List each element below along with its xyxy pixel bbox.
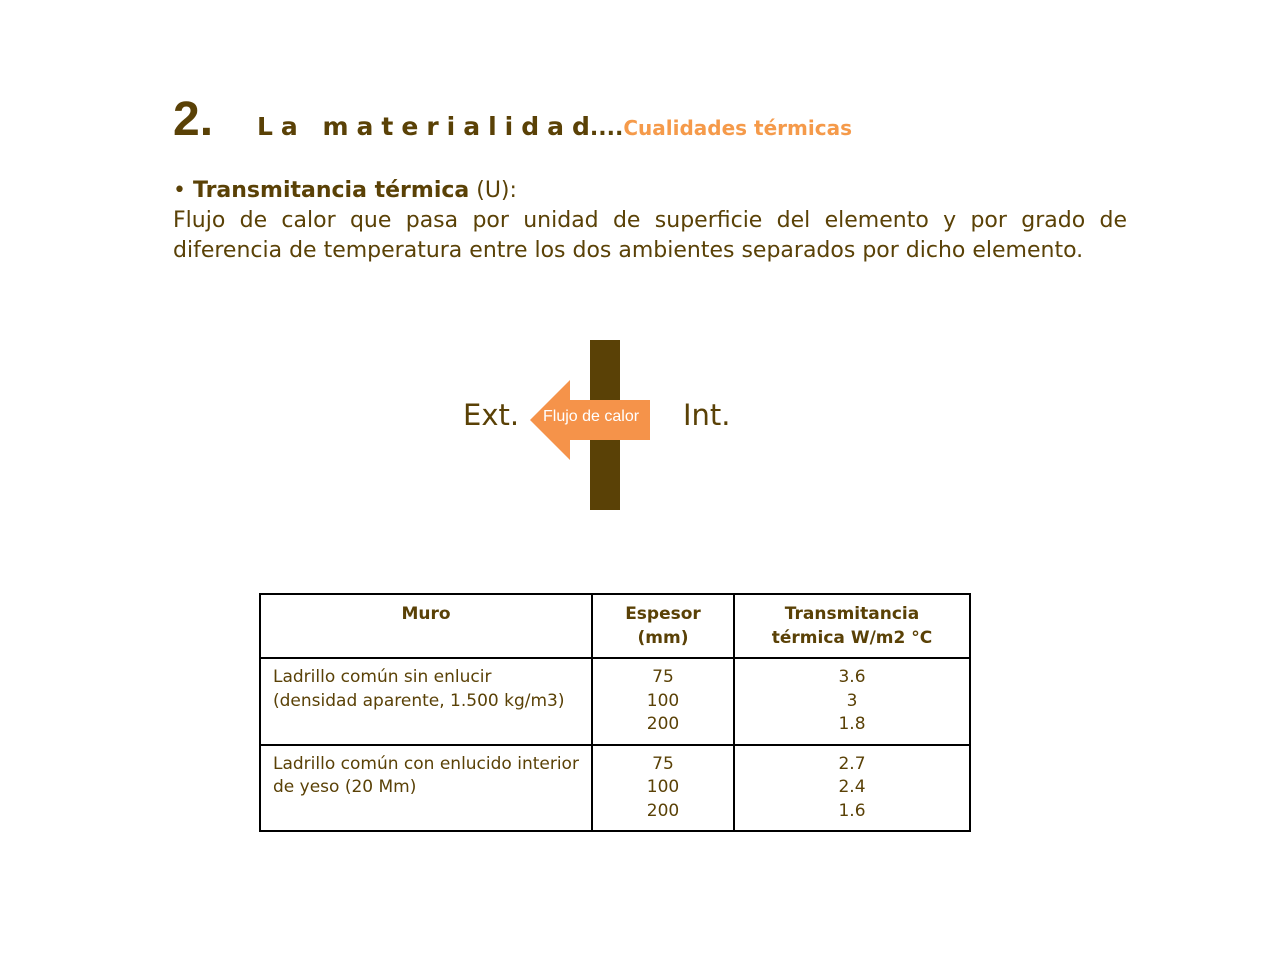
slide-title xyxy=(173,92,852,147)
espesor-value: 75 xyxy=(652,667,674,687)
cell-espesor xyxy=(592,658,734,745)
table-row xyxy=(260,745,970,832)
cell-transmitancia xyxy=(734,658,970,745)
cell-muro: Ladrillo común con enlucido interior de yeso (20 Mm) xyxy=(260,745,592,832)
interior-label: Int. xyxy=(683,398,731,432)
transmittance-table xyxy=(259,593,971,832)
definition-text: Flujo de calor que pasa por unidad de superficie del elemento y por grado de diferencia de temperatura entre los dos ambientes separados por dicho elemento. xyxy=(173,208,1127,263)
bullet-term: Transmitancia térmica xyxy=(192,178,470,203)
heat-flow-label: Flujo de calor xyxy=(543,408,640,425)
table-header-row xyxy=(260,594,970,658)
table-row xyxy=(260,658,970,745)
exterior-label: Ext. xyxy=(463,398,520,432)
bullet-item xyxy=(173,178,517,203)
bullet-symbol: (U): xyxy=(476,178,517,203)
espesor-value: 75 xyxy=(652,753,674,774)
title-subtitle: Cualidades térmicas xyxy=(623,116,852,140)
title-main: La materialidad xyxy=(257,112,598,141)
header-muro: Muro xyxy=(260,594,592,658)
transmitancia-value: 2.7 xyxy=(838,753,866,774)
cell-espesor xyxy=(592,745,734,832)
espesor-value: 100 xyxy=(646,690,680,711)
espesor-value: 200 xyxy=(646,800,680,821)
espesor-value: 100 xyxy=(646,777,680,797)
transmitancia-value: 1.8 xyxy=(838,714,866,734)
transmitancia-value: 3.6 xyxy=(838,667,866,687)
header-transmitancia: Transmitancia térmica W/m2 °C xyxy=(734,594,970,658)
title-dots: .... xyxy=(589,116,624,141)
header-espesor: Espesor (mm) xyxy=(592,594,734,658)
cell-transmitancia xyxy=(734,745,970,832)
section-number: 2. xyxy=(173,93,214,146)
bullet-marker: • xyxy=(173,178,186,203)
transmitancia-value: 1.6 xyxy=(838,800,866,821)
transmitancia-value: 3 xyxy=(846,690,858,711)
transmitancia-value: 2.4 xyxy=(838,777,866,797)
cell-muro: Ladrillo común sin enlucir (densidad aparente, 1.500 kg/m3) xyxy=(260,658,592,745)
espesor-value: 200 xyxy=(646,714,680,734)
